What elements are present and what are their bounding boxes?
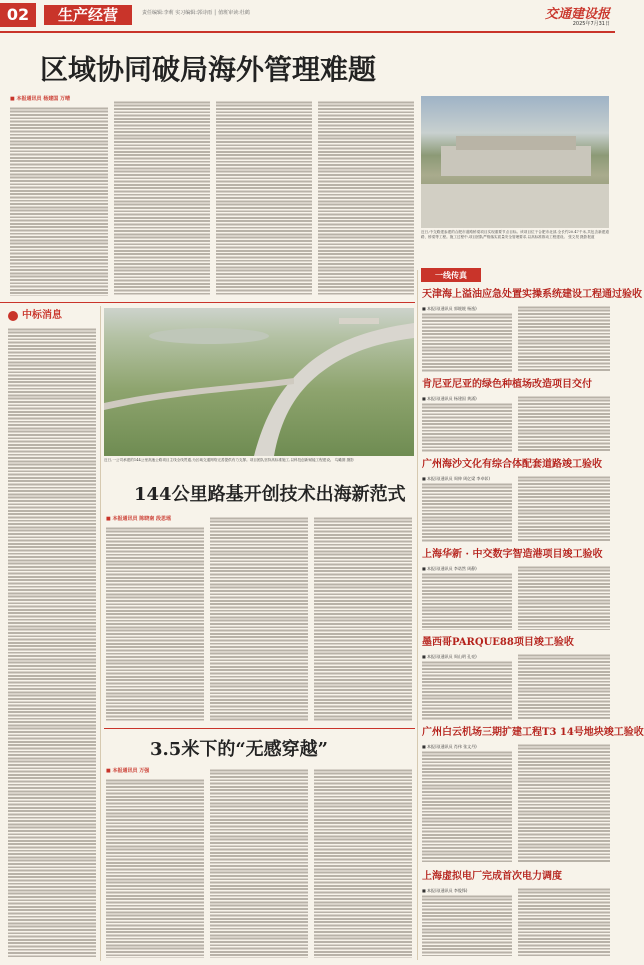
building-block — [441, 146, 591, 176]
masthead-rule — [0, 31, 615, 33]
feature-text-col-3 — [314, 516, 412, 722]
news-text-4a — [422, 572, 512, 630]
tunnel-text-col-3 — [314, 768, 412, 958]
feature-text-col-1 — [106, 526, 204, 722]
lead-text-col-1 — [10, 106, 108, 296]
news-text-7b — [518, 887, 610, 956]
issue-date: 2025年7月31日 — [572, 21, 610, 27]
news-text-2a — [422, 402, 512, 452]
news-text-5b — [518, 653, 610, 720]
news-headline-6: 广州白云机场三期扩建工程T3 14号地块竣工验收 — [422, 727, 644, 738]
news-text-3b — [518, 475, 610, 542]
feature-text-col-2 — [210, 516, 308, 722]
lead-text-col-4 — [318, 100, 414, 296]
feature-photo-caption — [104, 458, 414, 480]
masthead — [0, 0, 615, 34]
tunnel-text-col-2 — [210, 768, 308, 958]
news-byline-4: ■ 本报讯(通讯员 李诺然 周静) — [422, 566, 477, 571]
news-byline-5: ■ 本报讯(通讯员 周山明 孔亮) — [422, 654, 477, 659]
news-text-6a — [422, 750, 512, 862]
lead-byline-text: ■ 本报通讯员 杨建国 万晴 — [10, 96, 70, 102]
briefs-title: 中标消息 — [22, 310, 62, 321]
briefs-text — [8, 327, 96, 957]
news-byline-2: ■ 本报讯(通讯员 杨建国 黄涌) — [422, 396, 477, 401]
right-column-title: 一线传真 — [435, 270, 467, 280]
news-text-4b — [518, 565, 610, 630]
news-headline-4: 上海华新 · 中交数字智造港项目竣工验收 — [422, 549, 603, 560]
tunnel-byline-text: ■ 本报通讯员 万强 — [106, 768, 150, 774]
paper-name: 交通建设报 — [544, 7, 610, 22]
news-text-6b — [518, 743, 610, 862]
news-text-3a — [422, 482, 512, 542]
news-byline-7: ■ 本报讯(通讯员 李俊锋) — [422, 888, 468, 893]
building-roof — [456, 136, 576, 150]
news-text-7a — [422, 894, 512, 956]
feature-headline: 144公里路基开创技术出海新范式 — [134, 484, 406, 505]
page-number: 02 — [0, 3, 36, 27]
news-text-5a — [422, 660, 512, 720]
section-title: 生产经营 — [44, 5, 132, 25]
news-byline-3: ■ 本报讯(通讯员 周伸 周亿梁 李卓彰) — [422, 476, 490, 481]
news-headline-7: 上海虚拟电厂完成首次电力调度 — [422, 871, 562, 882]
lead-bottom-rule — [0, 302, 415, 303]
editors-line: 责任编辑:李莉 实习编辑:郭诗雨 │ 值班审读:杜鹤 — [142, 10, 250, 16]
briefs-title-bar — [8, 309, 78, 323]
news-headline-5: 墨西哥PARQUE88项目竣工验收 — [422, 637, 574, 648]
briefs-divider — [100, 306, 101, 961]
lead-headline: 区域协同破局海外管理难题 — [40, 53, 377, 86]
news-headline-1: 天津海上溢油应急处置实操系统建设工程通过验收 — [422, 289, 642, 300]
lead-photo-credit: 张文昊 摄影报道 — [568, 235, 595, 240]
lead-byline — [10, 96, 120, 103]
tunnel-headline: 3.5米下的“无感穿越” — [150, 739, 329, 760]
tunnel-byline — [106, 768, 206, 775]
feature-photo-credit: 鸟瞰图 摄影 — [334, 458, 354, 462]
feature-photo — [104, 308, 414, 456]
news-text-1b — [518, 305, 610, 372]
news-text-1a — [422, 312, 512, 372]
tunnel-text-col-1 — [106, 778, 204, 958]
plaza-ground — [421, 184, 609, 228]
right-column-divider — [417, 270, 418, 960]
feature-photo-caption-text: 近日,一公司承建的144公里高速公路项目主线全线贯通,为区域交通网络完善提供有力支撑。项目团队坚持高标准施工,以科技创新赋能工程建设。 — [104, 458, 334, 462]
lead-photo-caption — [421, 230, 609, 262]
news-headline-3: 广州海沙文化有综合体配套道路竣工验收 — [422, 459, 602, 470]
lead-text-col-3 — [216, 100, 312, 296]
feature-byline-text: ■ 本报通讯员 陈晓南 段思瑶 — [106, 516, 171, 522]
news-text-2b — [518, 395, 610, 452]
feature-byline — [106, 516, 226, 523]
right-column-title-bar — [421, 268, 481, 282]
lead-photo-caption-text: 近日,中交路建参建的合肥市道路桥梁项目实现重要节点目标。该项目位于合肥市北部,全长约20.47千米,共包含新建道路、桥梁等工程。施工过程中,项目团队严格落实质量安全管理要求,以高标准推动工程建设。 — [421, 230, 609, 240]
highway-illustration — [104, 308, 414, 456]
lead-photo — [421, 96, 609, 228]
news-byline-1: ■ 本报讯(通讯员 郭媛媛 杨逸) — [422, 306, 477, 311]
news-headline-2: 肯尼亚尼亚的绿色种植场改造项目交付 — [422, 379, 592, 390]
feature-bottom-rule — [104, 728, 415, 729]
lead-text-col-2 — [114, 100, 210, 296]
news-byline-6: ■ 本报讯(通讯员 肖伟 张文丹) — [422, 744, 477, 749]
briefs-bullet-icon — [8, 311, 18, 321]
